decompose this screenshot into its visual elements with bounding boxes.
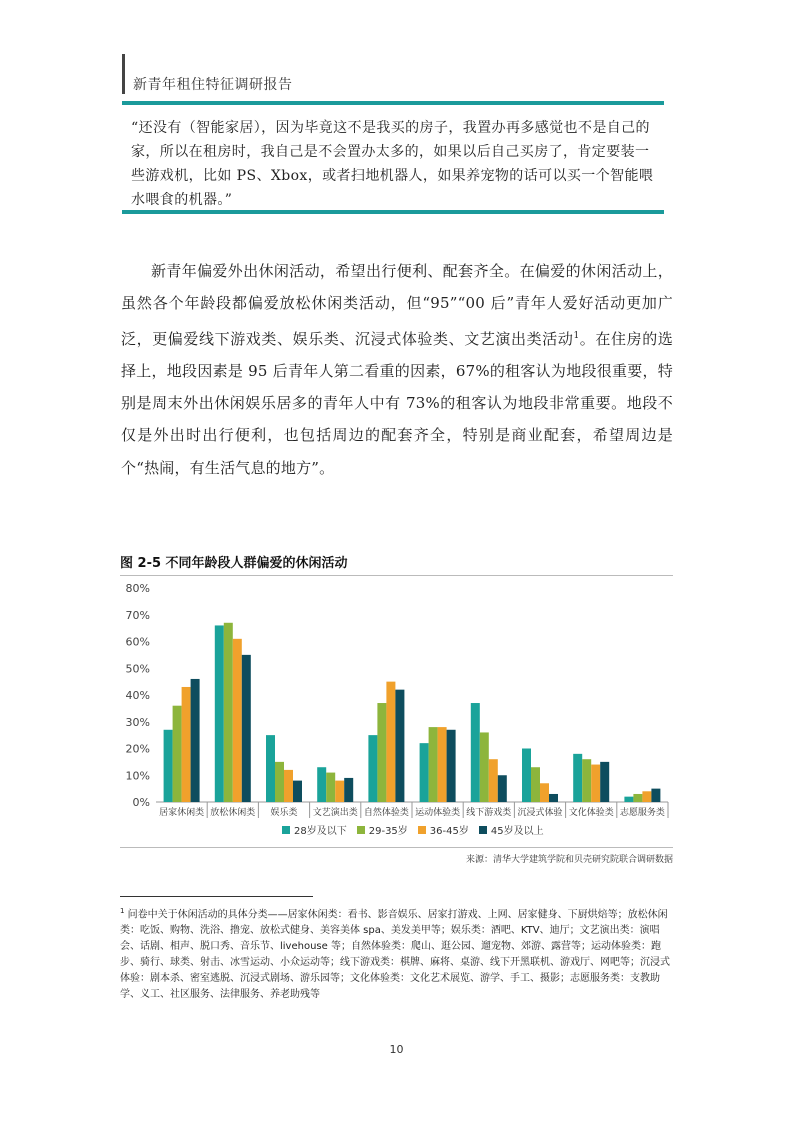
bar-1-2: [233, 639, 242, 802]
legend-item: [418, 822, 469, 837]
legend-label: 36-45岁: [429, 826, 469, 837]
y-tick-label: 70%: [125, 608, 150, 622]
footnote-reference[interactable]: 1: [573, 330, 580, 341]
legend-label: 29-35岁: [368, 826, 408, 837]
x-tick-label: 居家休闲类: [159, 808, 205, 818]
bar-1-0: [215, 625, 224, 802]
x-tick-label: 线下游戏类: [466, 808, 512, 818]
footnote: [120, 903, 675, 1003]
bar-2-3: [293, 781, 302, 802]
bar-6-2: [489, 759, 498, 802]
x-tick-label: 运动体验类: [415, 808, 461, 818]
y-tick-label: 80%: [125, 582, 150, 595]
footnote-rule: [120, 896, 313, 897]
legend-label: 45岁及以上: [490, 826, 544, 837]
x-tick-label: 自然体验类: [363, 808, 409, 818]
quote-top-rule: [122, 101, 664, 105]
bar-2-2: [284, 770, 293, 802]
bar-7-1: [531, 767, 540, 802]
bar-3-1: [326, 773, 335, 802]
legend-swatch: [282, 826, 290, 834]
bar-0-3: [191, 679, 200, 802]
figure-title: 图 2-5 不同年龄段人群偏爱的休闲活动: [120, 556, 348, 571]
y-tick-label: 10%: [125, 769, 150, 783]
bar-7-0: [522, 749, 531, 803]
x-tick-label: 放松休闲类: [210, 808, 256, 818]
figure-top-rule: [120, 575, 673, 576]
bar-8-1: [582, 759, 591, 802]
legend-swatch: [479, 826, 487, 834]
y-tick-label: 0%: [132, 796, 150, 809]
bar-0-2: [182, 687, 191, 802]
bar-8-3: [600, 762, 609, 802]
footnote-text: 问卷中关于休闲活动的具体分类——居家休闲类：看书、影音娱乐、居家打游戏、上网、居家健身、下厨烘焙等；放松休闲类：吃饭、购物、洗浴、撸宠、放松式健身、美容美体 spa、美发美甲等；娱乐类：酒吧、KTV、迪厅；文艺演出类：演唱会、话剧、相声、脱口秀、音乐节、livehouse 等；自然体验类：爬山、逛公园、遛宠物、郊游、露营等；运动体验类：跑步、骑行、球类、射击、冰雪运动、小众运动等；线下游戏类：棋牌、麻将、桌游、线下开黑联机、游戏厅、网吧等；沉浸式体验：剧本杀、密室逃脱、沉浸式剧场、游乐园等；文化体验类：文化艺术展览、游学、手工、摄影；志愿服务类：支教助学、义工、社区服务、法律服务、养老助残等: [120, 909, 670, 1001]
footnote-marker: 1: [120, 907, 125, 915]
running-header: 新青年租住特征调研报告: [133, 77, 293, 93]
body-text-b: 。在住房的选择上，地段因素是 95 后青年人第二看重的因素，67%的租客认为地段很重要，特别是周末外出休闲娱乐居多的青年人中有 73%的租客认为地段非常重要。地段不仅是外出时出行便利，也包括周边的配套齐全，特别是商业配套，希望周边是个“热闹，有生活气息的地方”。: [121, 329, 673, 477]
bar-4-0: [368, 735, 377, 802]
y-tick-label: 20%: [125, 742, 150, 756]
legend-item: [357, 822, 408, 837]
bar-6-0: [471, 703, 480, 802]
bar-5-3: [447, 730, 456, 802]
interview-quote: “还没有（智能家居），因为毕竟这不是我买的房子，我置办再多感觉也不是自己的家，所以在租房时，我自己是不会置办太多的，如果以后自己买房了，肯定要装一些游戏机，比如 PS、Xbox，或者扫地机器人，如果养宠物的话可以买一个智能喂水喂食的机器。”: [131, 120, 654, 208]
bar-6-1: [480, 732, 489, 802]
body-text-a: 新青年偏爱外出休闲活动，希望出行便利、配套齐全。在偏爱的休闲活动上，虽然各个年龄段都偏爱放松休闲类活动，但“95”“00 后”青年人爱好活动更加广泛，更偏爱线下游戏类、娱乐类、沉浸式体验类、文艺演出类活动: [121, 262, 673, 348]
x-tick-label: 文化体验类: [568, 808, 614, 818]
bar-3-0: [317, 767, 326, 802]
legend-item: [479, 822, 544, 837]
bar-0-1: [173, 706, 182, 802]
bar-9-3: [651, 789, 660, 802]
bar-1-1: [224, 623, 233, 802]
legend-swatch: [418, 826, 426, 834]
figure-bottom-rule: [120, 847, 673, 848]
bar-5-2: [438, 727, 447, 802]
bar-9-1: [633, 794, 642, 802]
x-tick-label: 沉浸式体验: [517, 808, 563, 818]
leisure-activity-bar-chart: [120, 578, 673, 822]
y-tick-label: 30%: [125, 715, 150, 729]
header-accent-bar: [122, 54, 125, 94]
bar-5-1: [429, 727, 438, 802]
bar-5-0: [420, 743, 429, 802]
figure-source: 来源：清华大学建筑学院和贝壳研究院联合调研数据: [465, 855, 673, 865]
bar-6-3: [498, 775, 507, 802]
bar-9-0: [624, 797, 633, 802]
bar-4-2: [386, 682, 395, 802]
legend-swatch: [357, 826, 365, 834]
legend-label: 28岁及以下: [294, 826, 347, 837]
y-tick-label: 50%: [125, 662, 150, 676]
y-tick-label: 60%: [125, 635, 150, 649]
x-tick-label: 文艺演出类: [312, 808, 358, 818]
bar-9-2: [642, 791, 651, 802]
quote-bottom-rule: [122, 210, 664, 214]
bar-1-3: [242, 655, 251, 802]
bar-7-3: [549, 794, 558, 802]
bar-4-1: [377, 703, 386, 802]
body-paragraph: [121, 255, 673, 484]
bar-3-2: [335, 781, 344, 802]
legend-item: [282, 822, 347, 837]
bar-8-2: [591, 765, 600, 802]
x-tick-label: 志愿服务类: [619, 808, 665, 818]
bar-7-2: [540, 783, 549, 802]
bar-4-3: [395, 690, 404, 802]
bar-0-0: [164, 730, 173, 802]
bar-3-3: [344, 778, 353, 802]
bar-8-0: [573, 754, 582, 802]
bar-2-1: [275, 762, 284, 802]
x-tick-label: 娱乐类: [270, 808, 298, 818]
page-number: 10: [389, 1043, 404, 1056]
bar-2-0: [266, 735, 275, 802]
chart-legend: [282, 822, 544, 837]
y-tick-label: 40%: [125, 689, 150, 702]
